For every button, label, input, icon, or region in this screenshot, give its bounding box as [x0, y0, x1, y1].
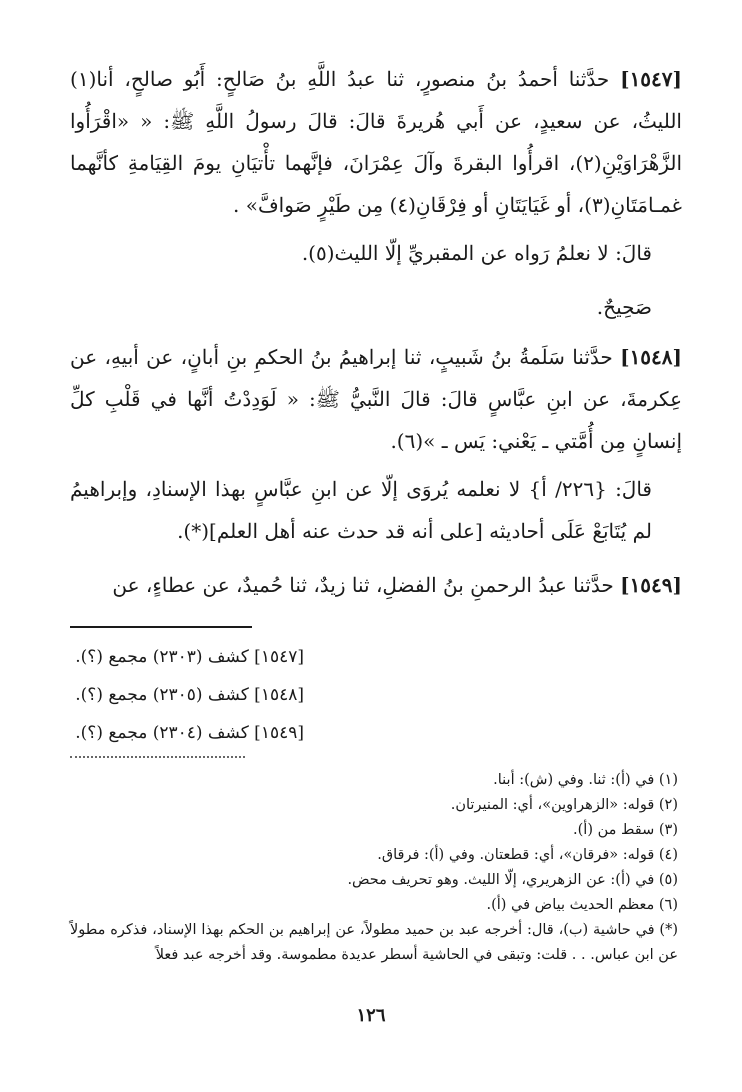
page-number: ١٢٦	[356, 1005, 386, 1026]
hadith-1547	[70, 58, 682, 226]
footnotes	[70, 768, 682, 968]
hadith-text: حدَّثنا أحمدُ بنُ منصورٍ، ثنا عبدُ اللَّهِ بنُ صَالحٍ: أَبُو صالحٍ، أنا(١) الليثُ، عن سعيدٍ، عن أَبي هُريرةَ قالَ: قالَ رسولُ اللَّهِ ﷺ: « «اقْرَأُوا الزَّهْرَاوَيْنِ(٢)، اقرأُوا البقرةَ وآلَ عِمْرَانَ، فإنَّهما تأْتيَانِ يومَ القِيَامةِ كأنَّهما غمـامَتَانِ(٣)، أو غَيَايَتَانِ أو فِرْقَانِ(٤) مِن طَيْرٍ صَوافَّ» .	[70, 67, 682, 217]
verdict-1547: صَحِيحٌ.	[596, 295, 652, 319]
comment-1547: قالَ: لا نعلمُ رَواه عن المقبريِّ إلّا الليث(٥).	[301, 241, 652, 265]
footnote: (٣) سقط من (أ).	[573, 822, 678, 838]
source-references	[70, 638, 682, 752]
hadith-1549	[70, 564, 682, 606]
book-page	[70, 58, 682, 1068]
section-divider	[70, 626, 252, 628]
hadith-number: [١٥٤٩]	[620, 573, 682, 597]
hadith-number: [١٥٤٧]	[620, 67, 682, 91]
hadith-text: حدَّثنا سَلَمةُ بنُ شَبيبٍ، ثنا إبراهيمُ بنُ الحكمِ بنِ أبانٍ، عن أبيهِ، عن عِكرمةَ، عن ابنِ عبَّاسٍ قالَ: قالَ النَّبيُّ ﷺ: « لَوَدِدْتُ أنَّها في قَلْبِ كلِّ إنسانٍ مِن أُمَّتي ـ يَعْني: يَس ـ »(٦).	[70, 345, 682, 453]
reference-line: [١٥٤٨] كشف (٢٣٠٥) مجمع (؟).	[75, 685, 304, 705]
comment-1548: قالَ: {٢٢٦/ أ} لا نعلمه يُروَى إلّا عن ابنِ عبَّاسٍ بهذا الإسنادِ، وإبراهيمُ لم يُتَابَعْ عَلَى أحاديثه [على أنه قد حدث عنه أهل العلم](*).	[70, 477, 652, 543]
hadith-text: حدَّثنا عبدُ الرحمنِ بنُ الفضلِ، ثنا زيدٌ، ثنا حُميدٌ، عن عطاءٍ، عن	[112, 573, 614, 597]
footnote: (٢) قوله: «الزهراوين»، أي: المنيرتان.	[450, 797, 678, 813]
footnote: (٦) معظم الحديث بياض في (أ).	[486, 897, 678, 913]
hadith-number: [١٥٤٨]	[620, 345, 682, 369]
footnote: (*) في حاشية (ب)، قال: أخرجه عبد بن حميد مطولاً، عن إبراهيم بن الحكم بهذا الإسناد، فذكره مطولاً عن ابن عباس. . . قلت: وتبقى في الحاشية أسطر عديدة مطموسة. وقد أخرجه عبد فعلاً	[70, 922, 678, 963]
hadith-1548	[70, 336, 682, 462]
footnote: (٤) قوله: «فرقان»، أي: قطعتان. وفي (أ): فرقاق.	[377, 847, 678, 863]
footnote: (٥) في (أ): عن الزهريري، إلّا الليث. وهو تحريف محض.	[347, 872, 678, 888]
reference-line: [١٥٤٧] كشف (٢٣٠٣) مجمع (؟).	[75, 647, 304, 667]
reference-line: [١٥٤٩] كشف (٢٣٠٤) مجمع (؟).	[75, 723, 304, 743]
footnote-divider	[70, 756, 245, 758]
footnote: (١) في (أ): ثنا. وفي (ش): أبنا.	[493, 772, 678, 788]
